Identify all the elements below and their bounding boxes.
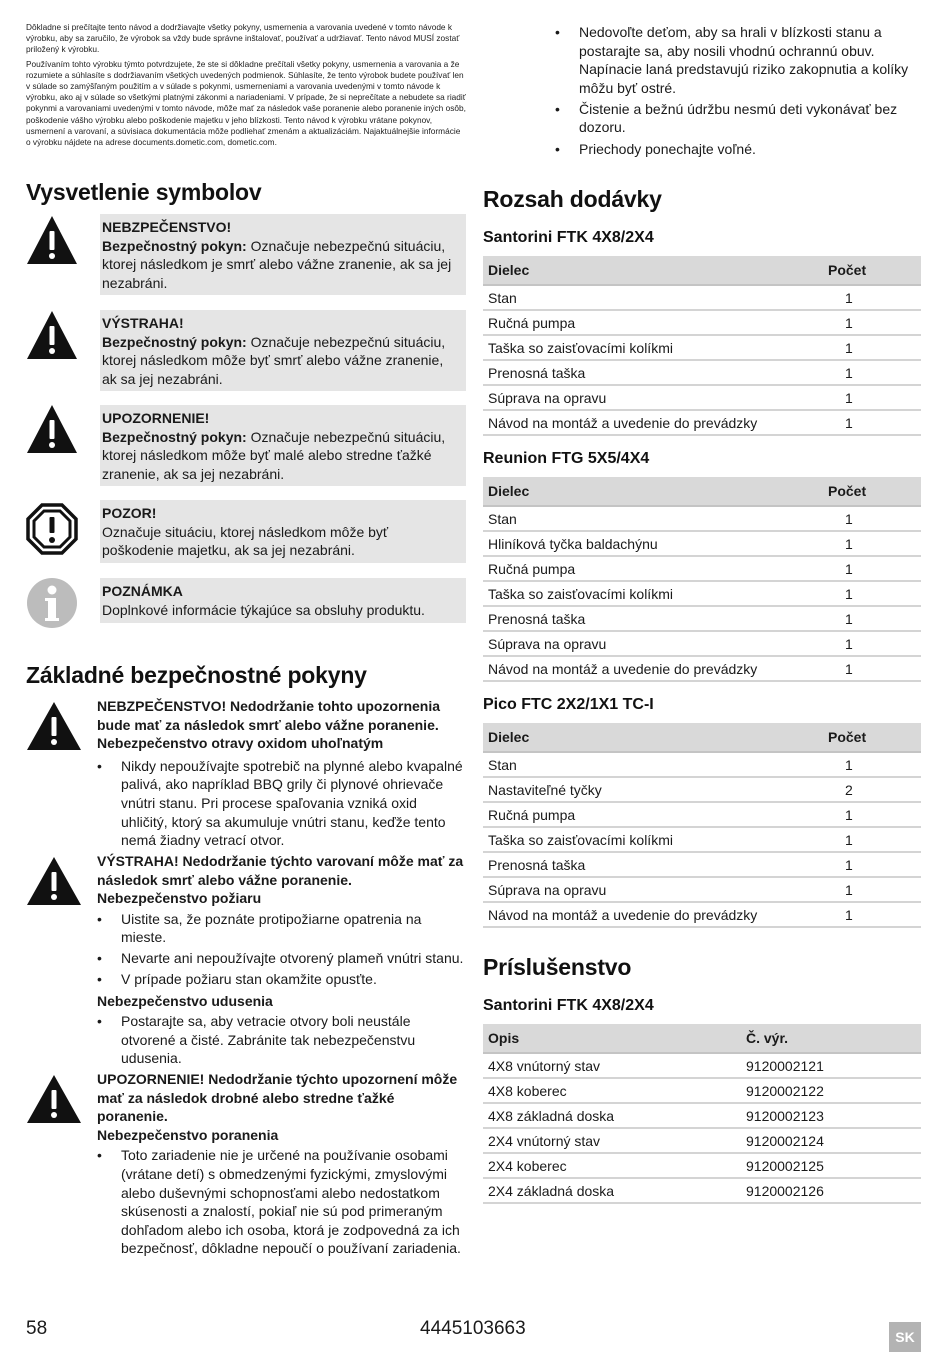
column-header: Č. výr. [741, 1024, 921, 1053]
warning-triangle-icon [26, 214, 78, 266]
table-cell-value: 1 [823, 335, 921, 360]
table-row [483, 285, 921, 310]
table-cell-value: 1 [823, 877, 921, 902]
language-badge: SK [889, 1322, 921, 1352]
list-item: • Uistite sa, že poznáte protipožiarne opatrenia na mieste. [97, 910, 466, 947]
warning-triangle-icon [26, 701, 82, 751]
table-cell-value: 1 [823, 902, 921, 927]
table-cell-label: Návod na montáž a uvedenie do prevádzky [483, 656, 823, 681]
table-cell-label: Ručná pumpa [483, 556, 823, 581]
table-row [483, 852, 921, 877]
table-row [483, 1178, 921, 1203]
table-cell-label: Taška so zaisťovacími kolíkmi [483, 827, 823, 852]
octagon-exclamation-icon [26, 503, 78, 555]
table-row [483, 902, 921, 927]
table-cell-label: 2X4 koberec [483, 1153, 741, 1178]
delivery-table [483, 477, 921, 682]
table-cell-label: 4X8 vnútorný stav [483, 1053, 741, 1078]
table-cell-value: 1 [823, 360, 921, 385]
table-row [483, 802, 921, 827]
table-cell-value: 1 [823, 385, 921, 410]
table-cell-label: Taška so zaisťovacími kolíkmi [483, 335, 823, 360]
safety-danger-sub: Nebezpečenstvo otravy oxidom uhoľnatým [97, 735, 384, 752]
table-cell-value: 2 [823, 777, 921, 802]
list-item: • Nedovoľte deťom, aby sa hrali v blízkosti stanu a postarajte sa, aby nosili vhodnú ochrannú obuv. Napínacie laná predstavujú riziko zakopnutia a kolíky môžu byť ostré. [555, 23, 921, 97]
table-header-row [483, 723, 921, 752]
table-row [483, 606, 921, 631]
table-cell-value: 9120002121 [741, 1053, 921, 1078]
list-item: • Čistenie a bežnú údržbu nesmú deti vykonávať bez dozoru. [555, 100, 921, 137]
table-body [483, 1053, 921, 1203]
symbol-lead: Bezpečnostný pokyn: [102, 237, 247, 254]
table-body [483, 285, 921, 435]
table-row [483, 827, 921, 852]
table-cell-label: 4X8 základná doska [483, 1103, 741, 1128]
table-row [483, 385, 921, 410]
delivery-tables [483, 229, 921, 928]
table-cell-value: 1 [823, 752, 921, 777]
table-cell-value: 1 [823, 410, 921, 435]
table-cell-label: Ručná pumpa [483, 310, 823, 335]
column-header: Dielec [483, 477, 823, 506]
symbol-lead: Bezpečnostný pokyn: [102, 428, 247, 445]
table-cell-label: 4X8 koberec [483, 1078, 741, 1103]
table-header-row [483, 477, 921, 506]
table-row [483, 506, 921, 531]
table-cell-label: Prenosná taška [483, 852, 823, 877]
symbol-text: Označuje nebezpečnú situáciu, ktorej následkom môže byť smrť alebo vážne zranenie, ak sa jej nezabráni. [102, 333, 446, 387]
safety-right-list [555, 23, 921, 158]
intro-paragraph: Používaním tohto výrobku týmto potvrdzujete, že ste si dôkladne prečítali všetky pokyny, usmernenia a varovania a že rozumiete a súhlasíte s dodržiavaním všetkých uvedených podmienok. Súhlasíte, že tento výrobok budete používať len v súlade so zamýšľaným použitím a v súlade s pokynmi, usmerneniami a varovania uvedenými v tomto návode k výrobku, ako aj v súlade so všetkými platnými zákonmi a nariadeniami. V prípade, že si neprečítate a nebudete sa riadiť pokynmi a varovaniami uvedenými v tomto návode, môže mať za následok vaše poranenie alebo poranenie iných osôb, poškodenie vášho výrobku alebo poškodenie majetku v jeho blízkosti. Tento návod k výrobku vrátane pokynov, usmernení a varovaní, a súvisiaca dokumentácia môže podliehať zmenám a aktualizáciám. Najaktuálnejšie informácie o výrobku nájdete na adrese documents.dometic.com, dometic.com. [26, 58, 466, 148]
delivery-table-title: Santorini FTK 4X8/2X4 [483, 229, 654, 247]
symbol-title: NEBZPEČENSTVO! [102, 219, 232, 236]
table-cell-label: Nastaviteľné tyčky [483, 777, 823, 802]
safety-warning-sub: Nebezpečenstvo požiaru [97, 890, 262, 907]
table-body [483, 506, 921, 681]
column-header: Dielec [483, 256, 823, 285]
safety-heading: Základné bezpečnostné pokyny [26, 662, 367, 689]
table-cell-value: 1 [823, 802, 921, 827]
list-item: • Priechody ponechajte voľné. [555, 140, 921, 159]
safety-caution-list [97, 1146, 466, 1258]
safety-danger-list [97, 757, 466, 850]
table-cell-value: 9120002122 [741, 1078, 921, 1103]
right-column [483, 22, 921, 1204]
column-header: Počet [823, 256, 921, 285]
table-cell-value: 9120002126 [741, 1178, 921, 1203]
symbol-title: POZOR! [102, 505, 157, 522]
table-row [483, 531, 921, 556]
intro-text [26, 22, 466, 148]
delivery-heading: Rozsah dodávky [483, 186, 662, 213]
column-header: Počet [823, 477, 921, 506]
table-cell-value: 9120002124 [741, 1128, 921, 1153]
column-header: Opis [483, 1024, 741, 1053]
symbol-title: UPOZORNENIE! [102, 410, 210, 427]
table-row [483, 1153, 921, 1178]
table-cell-value: 9120002125 [741, 1153, 921, 1178]
table-cell-label: Taška so zaisťovacími kolíkmi [483, 581, 823, 606]
column-header: Počet [823, 723, 921, 752]
symbols-list [26, 214, 466, 636]
safety-caution-sub: Nebezpečenstvo poranenia [97, 1126, 279, 1143]
table-cell-label: Stan [483, 285, 823, 310]
table-cell-value: 1 [823, 556, 921, 581]
table-cell-label: Prenosná taška [483, 360, 823, 385]
symbols-heading: Vysvetlenie symbolov [26, 179, 262, 206]
symbol-box [100, 578, 466, 623]
info-circle-icon [26, 577, 78, 629]
symbol-box [100, 214, 466, 295]
accessories-table-title: Santorini FTK 4X8/2X4 [483, 997, 654, 1015]
table-header-row [483, 1024, 921, 1053]
accessories-table [483, 1024, 921, 1204]
table-cell-label: Stan [483, 506, 823, 531]
table-cell-value: 1 [823, 285, 921, 310]
safety-danger [26, 697, 466, 849]
delivery-table-title: Pico FTC 2X2/1X1 TC-I [483, 696, 654, 714]
safety-warning-list [97, 910, 466, 989]
safety-danger-head: NEBZPEČENSTVO! Nedodržanie tohto upozornenia bude mať za následok smrť alebo vážne poranenie. [97, 698, 441, 733]
accessories-heading: Príslušenstvo [483, 954, 632, 981]
safety-warning-list [97, 1012, 466, 1068]
table-cell-label: Hliníková tyčka baldachýnu [483, 531, 823, 556]
table-header-row [483, 256, 921, 285]
warning-triangle-icon [26, 403, 78, 455]
list-item: • Nikdy nepoužívajte spotrebič na plynné alebo kvapalné palivá, ako napríklad BBQ grily či plynové ohrievače vnútri stanu. Pri procese spaľovania vzniká oxid uhličitý, ktorý sa akumuluje vnútri stanu, keďže tento nemá žiadny vetrací otvor. [97, 757, 466, 850]
safety-caution [26, 1070, 466, 1258]
document-code: 4445103663 [420, 1318, 526, 1339]
warning-triangle-icon [26, 309, 78, 361]
warning-triangle-icon [26, 856, 82, 906]
symbol-title: POZNÁMKA [102, 583, 183, 600]
symbol-box [100, 310, 466, 391]
symbol-danger [26, 214, 466, 310]
page-number: 58 [26, 1318, 48, 1339]
symbol-box [100, 405, 466, 486]
list-item: • Toto zariadenie nie je určené na používanie osobami (vrátane detí) s obmedzenými fyzickými, zmyslovými alebo duševnými schopnosťami alebo nedostatkom skúsenosti a znalostí, pokiaľ nie sú pod primeraným dohľadom alebo ich osoba, ktorá je zodpovedná za ich bezpečnosť, dôkladne nepoučí o používaní zariadenia. [97, 1146, 466, 1258]
intro-paragraph: Dôkladne si prečítajte tento návod a dodržiavajte všetky pokyny, usmernenia a varovania uvedené v tomto návode k výrobku, aby sa zaručilo, že výrobok sa vždy bude správne inštalovať, používať a udržiavať. Tento návod MUSÍ zostať priložený k výrobku. [26, 22, 460, 55]
safety-caution-head: UPOZORNENIE! Nedodržanie týchto upozornení môže mať za následok drobné alebo stredne ťažké poranenie. [97, 1071, 458, 1125]
warning-triangle-icon [26, 1074, 82, 1124]
symbol-box [100, 500, 466, 563]
table-cell-label: Súprava na opravu [483, 631, 823, 656]
table-cell-label: Návod na montáž a uvedenie do prevádzky [483, 410, 823, 435]
table-cell-value: 1 [823, 531, 921, 556]
symbol-lead: Bezpečnostný pokyn: [102, 333, 247, 350]
table-row [483, 1053, 921, 1078]
table-cell-value: 1 [823, 506, 921, 531]
list-item: • V prípade požiaru stan okamžite opusťte. [97, 970, 466, 989]
table-row [483, 410, 921, 435]
table-row [483, 1103, 921, 1128]
table-cell-value: 1 [823, 656, 921, 681]
symbol-text: Doplnkové informácie týkajúce sa obsluhy produktu. [102, 601, 425, 618]
table-cell-label: Súprava na opravu [483, 385, 823, 410]
safety-warning-sub: Nebezpečenstvo udusenia [97, 992, 273, 1009]
column-header: Dielec [483, 723, 823, 752]
table-cell-value: 1 [823, 606, 921, 631]
table-cell-label: Súprava na opravu [483, 877, 823, 902]
list-item: • Postarajte sa, aby vetracie otvory boli neustále otvorené a čisté. Zabránite tak nebezpečenstvu udusenia. [97, 1012, 466, 1068]
table-cell-label: Prenosná taška [483, 606, 823, 631]
table-cell-label: Ručná pumpa [483, 802, 823, 827]
table-cell-value: 1 [823, 631, 921, 656]
symbol-text: Označuje nebezpečnú situáciu, ktorej následkom môže byť malé alebo stredne ťažké zranenie, ak sa jej nezabráni. [102, 428, 446, 482]
table-cell-value: 1 [823, 310, 921, 335]
table-row [483, 310, 921, 335]
table-cell-value: 1 [823, 852, 921, 877]
symbol-caution [26, 405, 466, 500]
table-row [483, 752, 921, 777]
symbol-note [26, 578, 466, 636]
delivery-table [483, 256, 921, 436]
table-cell-value: 1 [823, 827, 921, 852]
table-body [483, 752, 921, 927]
safety-warning [26, 852, 466, 1068]
table-cell-label: 2X4 vnútorný stav [483, 1128, 741, 1153]
left-column [26, 22, 466, 1260]
table-row [483, 877, 921, 902]
delivery-table [483, 723, 921, 928]
table-cell-label: Stan [483, 752, 823, 777]
list-item: • Nevarte ani nepoužívajte otvorený plameň vnútri stanu. [97, 949, 466, 968]
table-row [483, 581, 921, 606]
symbol-text: Označuje situáciu, ktorej následkom môže byť poškodenie majetku, ak sa jej nezabráni. [102, 523, 389, 559]
table-row [483, 1128, 921, 1153]
table-cell-value: 9120002123 [741, 1103, 921, 1128]
delivery-table-title: Reunion FTG 5X5/4X4 [483, 450, 650, 468]
table-cell-label: 2X4 základná doska [483, 1178, 741, 1203]
table-row [483, 556, 921, 581]
table-cell-label: Návod na montáž a uvedenie do prevádzky [483, 902, 823, 927]
table-cell-value: 1 [823, 581, 921, 606]
table-row [483, 1078, 921, 1103]
symbol-text: Označuje nebezpečnú situáciu, ktorej následkom je smrť alebo vážne zranenie, ak sa jej nezabráni. [102, 237, 452, 291]
symbol-warning [26, 310, 466, 405]
table-row [483, 360, 921, 385]
safety-warning-head: VÝSTRAHA! Nedodržanie týchto varovaní môže mať za následok smrť alebo vážne poranenie. [97, 853, 464, 888]
table-row [483, 335, 921, 360]
table-row [483, 631, 921, 656]
symbol-notice [26, 500, 466, 578]
table-row [483, 777, 921, 802]
symbol-title: VÝSTRAHA! [102, 315, 184, 332]
table-row [483, 656, 921, 681]
